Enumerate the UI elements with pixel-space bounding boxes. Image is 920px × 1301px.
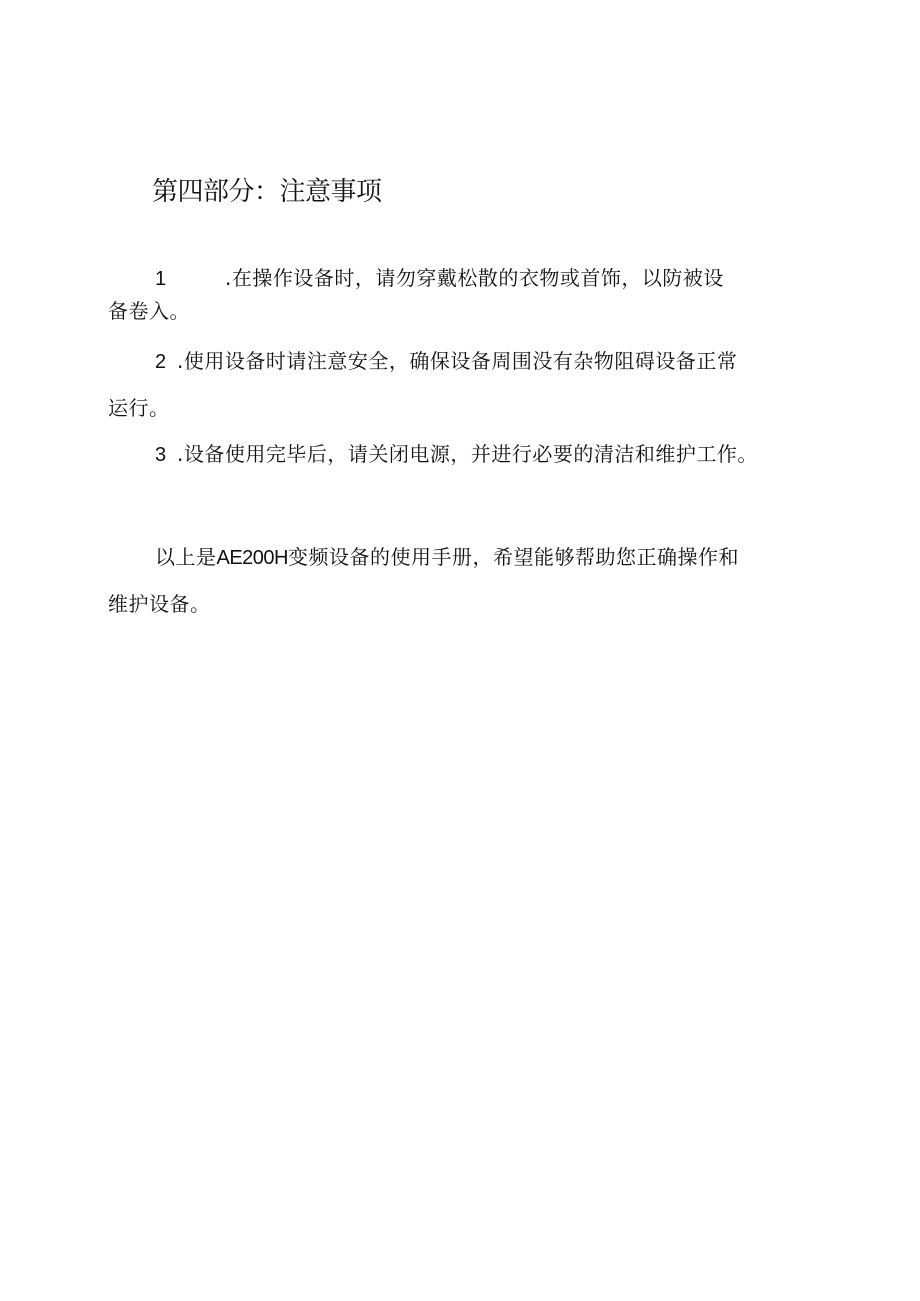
note-item-1-number: 1: [155, 268, 167, 290]
note-item-1-line-1: [108, 262, 808, 295]
note-item-2: [108, 338, 808, 431]
note-item-2-line-2: 运行。: [108, 396, 170, 420]
note-item-2-text: .使用设备时请注意安全，确保设备周围没有杂物阻碍设备正常: [177, 349, 738, 373]
model-name: AE200H: [216, 547, 288, 569]
note-item-3-text: .设备使用完毕后，请关闭电源，并进行必要的清洁和维护工作。: [177, 442, 758, 466]
note-item-1-text: .在操作设备时，请勿穿戴松散的衣物或首饰，以防被设: [225, 266, 724, 290]
closing-line-1-rest: 变频设备的使用手册，希望能够帮助您正确操作和: [288, 545, 739, 569]
note-item-3: [108, 438, 808, 471]
closing-line-2: 维护设备。: [108, 592, 211, 616]
note-item-3-number: 3: [155, 444, 167, 466]
closing-prefix: 以上是: [155, 545, 217, 569]
note-item-1: [108, 262, 808, 327]
section-heading: 第四部分：注意事项: [152, 177, 382, 207]
note-item-2-number: 2: [155, 351, 167, 373]
closing-line-1: [108, 534, 818, 581]
closing-paragraph: [108, 534, 818, 627]
note-item-2-line-1: [108, 338, 808, 385]
note-item-3-line-1: [108, 438, 808, 471]
note-item-1-line-2: 备卷入。: [108, 299, 190, 323]
